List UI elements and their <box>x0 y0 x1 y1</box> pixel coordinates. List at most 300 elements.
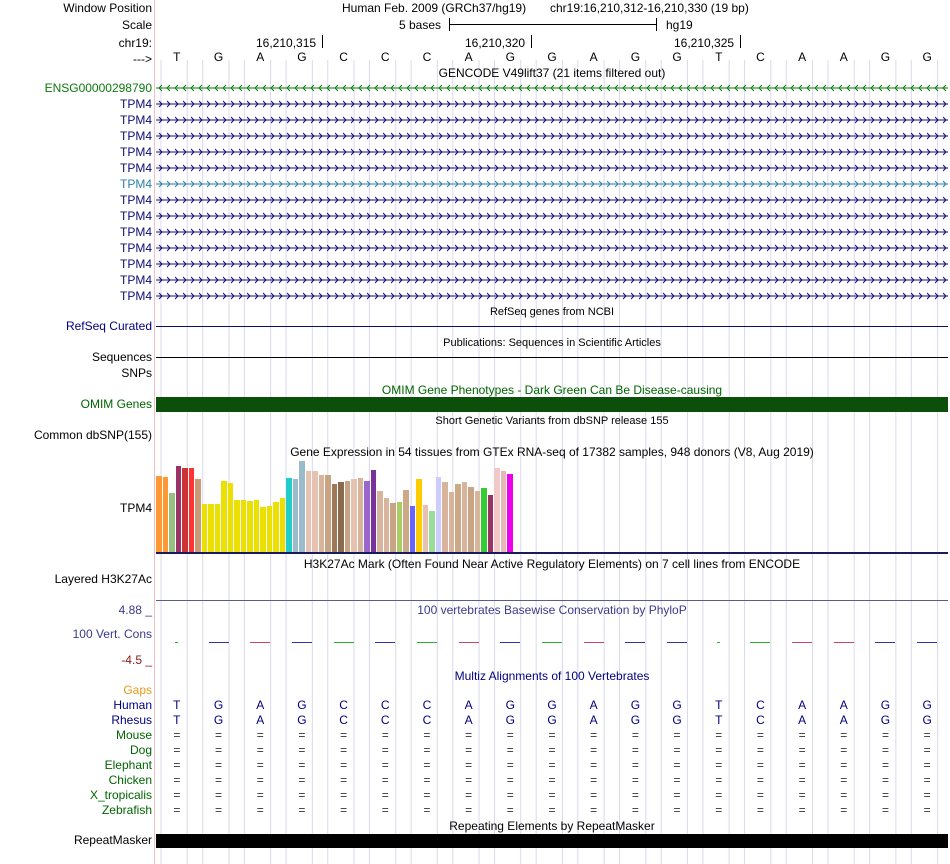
multiz-aligned-base: = <box>340 758 348 772</box>
gencode-transcript-feature[interactable] <box>156 83 948 93</box>
multiz-aligned-base: T <box>173 698 181 712</box>
gtex-tissue-bar[interactable] <box>182 468 188 552</box>
dna-base: A <box>256 50 265 64</box>
gencode-track-label[interactable]: TPM4 <box>119 161 152 175</box>
multiz-aligned-base: C <box>422 713 432 727</box>
multiz-aligned-base: = <box>381 728 389 742</box>
multiz-aligned-base: = <box>881 758 889 772</box>
multiz-aligned-base: = <box>548 743 556 757</box>
multiz-aligned-base: = <box>590 803 598 817</box>
multiz-aligned-base: = <box>673 743 681 757</box>
gtex-tissue-bar[interactable] <box>169 493 175 552</box>
multiz-aligned-base: = <box>256 773 264 787</box>
multiz-aligned-base: = <box>548 803 556 817</box>
multiz-aligned-base: = <box>923 803 931 817</box>
multiz-aligned-base: = <box>631 728 639 742</box>
multiz-aligned-base: = <box>715 728 723 742</box>
multiz-aligned-base: G <box>630 713 641 727</box>
multiz-aligned-base: = <box>923 758 931 772</box>
multiz-aligned-base: = <box>756 728 764 742</box>
gencode-track-label[interactable]: TPM4 <box>119 289 152 303</box>
dna-base: T <box>715 50 723 64</box>
multiz-aligned-base: G <box>213 698 224 712</box>
gencode-track-label[interactable]: TPM4 <box>119 145 152 159</box>
gencode-track-label[interactable]: TPM4 <box>119 273 152 287</box>
phylop-score-mark <box>292 642 312 643</box>
gtex-track-title[interactable]: Gene Expression in 54 tissues from GTEx RNA-seq of 17382 samples, 948 donors (V8, Aug 2019) <box>290 445 814 459</box>
multiz-aligned-base: = <box>548 758 556 772</box>
multiz-aligned-base: = <box>215 728 223 742</box>
gencode-transcript-feature[interactable] <box>156 163 948 173</box>
phylop-score-mark <box>417 642 437 643</box>
h3k27ac-baseline <box>156 600 948 601</box>
multiz-aligned-base: A <box>798 713 807 727</box>
multiz-aligned-base: = <box>631 803 639 817</box>
multiz-aligned-base: G <box>547 713 557 727</box>
multiz-aligned-base: = <box>923 743 931 757</box>
gtex-tissue-bar[interactable] <box>364 481 370 552</box>
dna-base: T <box>173 50 181 64</box>
phylop-score-mark <box>250 642 270 643</box>
multiz-aligned-base: G <box>505 698 515 712</box>
h3k27ac-track-title[interactable]: H3K27Ac Mark (Often Found Near Active Regulatory Elements) on 7 cell lines from ENCODE <box>303 557 801 571</box>
multiz-aligned-base: = <box>423 773 431 787</box>
multiz-aligned-base: = <box>423 728 431 742</box>
multiz-aligned-base: = <box>506 758 514 772</box>
multiz-aligned-base: = <box>381 743 389 757</box>
phylop-score-mark <box>175 642 178 643</box>
repeatmasker-track-title[interactable]: Repeating Elements by RepeatMasker <box>449 819 655 833</box>
phylop-score-mark <box>717 642 720 643</box>
multiz-aligned-base: = <box>548 773 556 787</box>
multiz-aligned-base: G <box>880 713 891 727</box>
multiz-aligned-base: = <box>465 743 473 757</box>
multiz-aligned-base: = <box>340 743 348 757</box>
gtex-tissue-bar[interactable] <box>462 482 468 552</box>
coord-tick-3 <box>740 35 741 48</box>
chrom-label: chr19: <box>118 36 152 50</box>
multiz-aligned-base: C <box>422 698 432 712</box>
multiz-aligned-base: = <box>631 758 639 772</box>
gtex-tissue-bar[interactable] <box>351 479 357 552</box>
gtex-tissue-bar[interactable] <box>403 490 409 552</box>
multiz-aligned-base: = <box>465 803 473 817</box>
omim-label[interactable]: OMIM Genes <box>80 397 152 411</box>
gtex-baseline <box>156 552 948 554</box>
multiz-aligned-base: = <box>298 758 306 772</box>
gtex-tissue-bar[interactable] <box>345 481 351 552</box>
gencode-track-label[interactable]: TPM4 <box>119 225 152 239</box>
multiz-aligned-base: = <box>631 743 639 757</box>
gencode-track-label[interactable]: ENSG00000298790 <box>44 81 152 95</box>
multiz-species-label[interactable]: Dog <box>129 743 152 757</box>
multiz-aligned-base: = <box>590 788 598 802</box>
gencode-transcript-feature[interactable] <box>156 115 948 125</box>
gencode-track-label[interactable]: TPM4 <box>119 97 152 111</box>
multiz-aligned-base: = <box>881 728 889 742</box>
dna-base: A <box>798 50 807 64</box>
gtex-tissue-bar[interactable] <box>325 475 331 552</box>
multiz-aligned-base: = <box>840 788 848 802</box>
gtex-tissue-bar[interactable] <box>481 488 487 552</box>
gencode-transcript-feature[interactable] <box>156 291 948 301</box>
multiz-aligned-base: = <box>256 758 264 772</box>
multiz-aligned-base: C <box>756 698 765 712</box>
multiz-aligned-base: = <box>298 743 306 757</box>
gtex-label[interactable]: TPM4 <box>119 501 152 515</box>
multiz-aligned-base: G <box>922 698 932 712</box>
gtex-tissue-bar[interactable] <box>254 500 260 552</box>
multiz-aligned-base: = <box>506 773 514 787</box>
multiz-aligned-base: = <box>215 758 223 772</box>
gtex-tissue-bar[interactable] <box>501 471 507 552</box>
gtex-tissue-bar[interactable] <box>449 492 455 552</box>
gtex-tissue-bar[interactable] <box>468 487 474 552</box>
multiz-aligned-base: = <box>465 788 473 802</box>
gencode-track-label[interactable]: TPM4 <box>119 193 152 207</box>
multiz-aligned-base: = <box>715 803 723 817</box>
multiz-aligned-base: = <box>798 773 806 787</box>
phylop-score-mark <box>375 642 395 643</box>
gtex-tissue-bar[interactable] <box>273 502 279 552</box>
gencode-track-label[interactable]: TPM4 <box>119 177 152 191</box>
assembly-name: Human Feb. 2009 (GRCh37/hg19) <box>342 1 527 15</box>
dna-base: A <box>839 50 848 64</box>
multiz-aligned-base: = <box>298 803 306 817</box>
multiz-aligned-base: = <box>215 788 223 802</box>
gencode-track-label[interactable]: TPM4 <box>119 209 152 223</box>
gtex-tissue-bar[interactable] <box>247 501 253 552</box>
multiz-aligned-base: = <box>798 803 806 817</box>
repeatmasker-feature-bar[interactable] <box>156 834 948 848</box>
multiz-aligned-base: = <box>423 758 431 772</box>
repeatmasker-label[interactable]: RepeatMasker <box>73 833 152 847</box>
multiz-aligned-base: = <box>840 728 848 742</box>
multiz-aligned-base: = <box>173 773 181 787</box>
gtex-tissue-bar[interactable] <box>241 500 247 552</box>
phylop-score-mark <box>500 642 520 643</box>
phylop-score-mark <box>750 642 770 643</box>
dna-base: G <box>547 50 557 64</box>
refseq-track-title[interactable]: RefSeq genes from NCBI <box>489 306 615 318</box>
dna-base: A <box>589 50 598 64</box>
multiz-aligned-base: C <box>380 698 390 712</box>
coord-label-3: 16,210,325 <box>674 36 735 50</box>
dna-base: G <box>880 50 891 64</box>
gtex-tissue-bar[interactable] <box>234 500 240 552</box>
multiz-aligned-base: = <box>506 788 514 802</box>
multiz-aligned-base: = <box>756 743 764 757</box>
multiz-aligned-base: A <box>464 698 473 712</box>
multiz-aligned-base: C <box>756 713 765 727</box>
multiz-aligned-base: = <box>631 788 639 802</box>
multiz-aligned-base: = <box>923 773 931 787</box>
multiz-aligned-base: = <box>506 743 514 757</box>
multiz-aligned-base: = <box>756 788 764 802</box>
multiz-aligned-base: = <box>548 788 556 802</box>
gtex-tissue-bar[interactable] <box>195 479 201 552</box>
dna-base: G <box>505 50 515 64</box>
dbsnp-label[interactable]: Common dbSNP(155) <box>33 428 152 442</box>
multiz-aligned-base: = <box>881 803 889 817</box>
phylop-max-label: 4.88 _ <box>118 603 152 617</box>
multiz-aligned-base: C <box>339 698 348 712</box>
gencode-track-label[interactable]: TPM4 <box>119 129 152 143</box>
multiz-aligned-base: = <box>381 758 389 772</box>
gtex-tissue-bar[interactable] <box>429 511 435 552</box>
gencode-track-label[interactable]: TPM4 <box>119 241 152 255</box>
gtex-tissue-bar[interactable] <box>338 482 344 552</box>
multiz-aligned-base: = <box>215 773 223 787</box>
gtex-tissue-bar[interactable] <box>416 479 422 552</box>
multiz-aligned-base: = <box>715 758 723 772</box>
db-name: hg19 <box>666 18 693 32</box>
gtex-tissue-bar[interactable] <box>436 477 442 552</box>
multiz-species-label[interactable]: Zebrafish <box>101 803 152 817</box>
gtex-tissue-bar[interactable] <box>442 482 448 552</box>
phylop-score-mark <box>542 642 562 643</box>
multiz-aligned-base: = <box>173 758 181 772</box>
multiz-aligned-base: = <box>340 803 348 817</box>
gencode-transcript-feature[interactable] <box>156 259 948 269</box>
multiz-gaps-label[interactable]: Gaps <box>123 683 152 697</box>
multiz-species-label[interactable]: Chicken <box>108 773 152 787</box>
multiz-aligned-base: G <box>297 698 307 712</box>
gtex-tissue-bar[interactable] <box>494 468 500 552</box>
dna-base: C <box>339 50 348 64</box>
multiz-aligned-base: = <box>756 803 764 817</box>
gencode-transcript-feature[interactable] <box>156 99 948 109</box>
multiz-aligned-base: = <box>756 773 764 787</box>
multiz-aligned-base: = <box>381 803 389 817</box>
snps-label[interactable]: SNPs <box>121 366 152 380</box>
gencode-transcript-feature[interactable] <box>156 243 948 253</box>
scale-label: Scale <box>121 18 152 32</box>
multiz-aligned-base: = <box>173 788 181 802</box>
gtex-bar-chart[interactable] <box>156 460 948 554</box>
multiz-aligned-base: = <box>673 728 681 742</box>
gtex-tissue-bar[interactable] <box>215 504 221 552</box>
gtex-tissue-bar[interactable] <box>156 476 162 552</box>
gtex-tissue-bar[interactable] <box>488 495 494 552</box>
multiz-aligned-base: G <box>297 713 307 727</box>
multiz-aligned-base: G <box>547 698 557 712</box>
sequences-feature-line[interactable] <box>156 357 948 358</box>
multiz-aligned-base: = <box>631 773 639 787</box>
gencode-transcript-feature[interactable] <box>156 211 948 221</box>
gencode-transcript-feature[interactable] <box>156 227 948 237</box>
scale-bar-left-tick <box>449 18 450 31</box>
multiz-aligned-base: = <box>340 728 348 742</box>
gencode-transcript-feature[interactable] <box>156 275 948 285</box>
gtex-tissue-bar[interactable] <box>319 475 325 552</box>
multiz-aligned-base: T <box>715 713 723 727</box>
phylop-score-mark <box>834 642 854 643</box>
multiz-species-label[interactable]: Rhesus <box>111 713 152 727</box>
multiz-aligned-base: = <box>715 743 723 757</box>
multiz-aligned-base: = <box>298 788 306 802</box>
gencode-transcript-feature[interactable] <box>156 179 948 189</box>
gtex-tissue-bar[interactable] <box>371 470 377 552</box>
multiz-species-label[interactable]: Elephant <box>104 758 152 772</box>
multiz-track-title[interactable]: Multiz Alignments of 100 Vertebrates <box>454 669 650 683</box>
gtex-tissue-bar[interactable] <box>423 505 429 552</box>
multiz-aligned-base: = <box>506 803 514 817</box>
gencode-transcript-feature[interactable] <box>156 195 948 205</box>
gtex-tissue-bar[interactable] <box>410 506 416 552</box>
gtex-tissue-bar[interactable] <box>163 477 169 552</box>
gtex-tissue-bar[interactable] <box>202 504 208 552</box>
multiz-aligned-base: = <box>715 773 723 787</box>
multiz-aligned-base: = <box>548 728 556 742</box>
multiz-aligned-base: T <box>173 713 181 727</box>
phylop-score-mark <box>667 642 687 643</box>
gtex-tissue-bar[interactable] <box>176 466 182 552</box>
phylop-score-mark <box>917 642 937 643</box>
multiz-aligned-base: A <box>839 698 848 712</box>
h3k27ac-label[interactable]: Layered H3K27Ac <box>54 572 152 586</box>
gtex-tissue-bar[interactable] <box>189 468 195 552</box>
multiz-aligned-base: = <box>215 803 223 817</box>
multiz-aligned-base: = <box>881 743 889 757</box>
phylop-label[interactable]: 100 Vert. Cons <box>72 627 152 641</box>
multiz-aligned-base: G <box>505 713 515 727</box>
gtex-tissue-bar[interactable] <box>332 484 338 552</box>
sequences-label[interactable]: Sequences <box>91 350 152 364</box>
dna-base: G <box>922 50 932 64</box>
dna-base: C <box>756 50 765 64</box>
position-readout: chr19:16,210,312-16,210,330 (19 bp) <box>550 1 749 15</box>
multiz-aligned-base: = <box>590 758 598 772</box>
gtex-tissue-bar[interactable] <box>228 483 234 552</box>
multiz-aligned-base: G <box>880 698 891 712</box>
gtex-tissue-bar[interactable] <box>280 498 286 552</box>
gtex-tissue-bar[interactable] <box>267 506 273 552</box>
multiz-aligned-base: = <box>673 803 681 817</box>
gtex-tissue-bar[interactable] <box>397 502 403 552</box>
scale-bar-right-tick <box>656 18 657 31</box>
gtex-tissue-bar[interactable] <box>306 471 312 552</box>
gtex-tissue-bar[interactable] <box>312 471 318 552</box>
multiz-aligned-base: = <box>798 788 806 802</box>
gencode-transcript-feature[interactable] <box>156 147 948 157</box>
multiz-aligned-base: = <box>798 758 806 772</box>
gtex-tissue-bar[interactable] <box>390 503 396 552</box>
scale-text: 5 bases <box>399 18 442 32</box>
multiz-aligned-base: = <box>590 728 598 742</box>
multiz-aligned-base: A <box>839 713 848 727</box>
multiz-aligned-base: = <box>256 743 264 757</box>
multiz-aligned-base: = <box>340 788 348 802</box>
gtex-tissue-bar[interactable] <box>293 479 299 552</box>
window-position-label: Window Position <box>63 1 152 15</box>
multiz-aligned-base: A <box>798 698 807 712</box>
multiz-aligned-base: = <box>881 788 889 802</box>
multiz-aligned-base: = <box>506 728 514 742</box>
refseq-feature-line[interactable] <box>156 326 948 327</box>
refseq-label[interactable]: RefSeq Curated <box>65 319 152 333</box>
dna-base: C <box>380 50 390 64</box>
multiz-aligned-base: = <box>173 803 181 817</box>
multiz-aligned-base: = <box>423 743 431 757</box>
omim-track-title[interactable]: OMIM Gene Phenotypes - Dark Green Can Be Disease-causing <box>381 383 723 397</box>
gencode-track-label[interactable]: TPM4 <box>119 257 152 271</box>
dna-base: G <box>213 50 224 64</box>
multiz-aligned-base: A <box>589 698 598 712</box>
multiz-species-label[interactable]: Mouse <box>115 728 152 742</box>
gtex-tissue-bar[interactable] <box>221 481 227 552</box>
multiz-aligned-base: = <box>298 728 306 742</box>
multiz-aligned-base: = <box>298 773 306 787</box>
gencode-transcript-feature[interactable] <box>156 131 948 141</box>
multiz-aligned-base: = <box>840 743 848 757</box>
gtex-tissue-bar[interactable] <box>507 474 513 552</box>
gtex-tissue-bar[interactable] <box>455 484 461 552</box>
multiz-aligned-base: G <box>630 698 641 712</box>
multiz-aligned-base: = <box>590 743 598 757</box>
coord-tick-1 <box>322 35 323 48</box>
multiz-aligned-base: = <box>423 788 431 802</box>
gtex-tissue-bar[interactable] <box>358 478 364 552</box>
multiz-aligned-base: = <box>173 728 181 742</box>
multiz-species-label[interactable]: Human <box>113 698 152 712</box>
omim-feature-bar[interactable] <box>156 397 948 412</box>
multiz-aligned-base: = <box>798 743 806 757</box>
gtex-tissue-bar[interactable] <box>384 498 390 552</box>
multiz-aligned-base: A <box>589 713 598 727</box>
gencode-track-title[interactable]: GENCODE V49lift37 (21 items filtered out) <box>438 66 666 80</box>
multiz-species-label[interactable]: X_tropicalis <box>89 788 152 802</box>
multiz-aligned-base: C <box>380 713 390 727</box>
multiz-aligned-base: = <box>673 788 681 802</box>
multiz-aligned-base: A <box>464 713 473 727</box>
gtex-tissue-bar[interactable] <box>475 491 481 552</box>
multiz-aligned-base: = <box>590 773 598 787</box>
phylop-score-mark <box>875 642 895 643</box>
scale-bar <box>449 24 656 25</box>
phylop-score-mark <box>459 642 479 643</box>
multiz-aligned-base: = <box>840 803 848 817</box>
gtex-tissue-bar[interactable] <box>299 461 305 552</box>
multiz-aligned-base: G <box>213 713 224 727</box>
multiz-aligned-base: = <box>381 773 389 787</box>
strand-arrow-label: ---> <box>133 52 152 66</box>
multiz-aligned-base: = <box>673 758 681 772</box>
phylop-score-mark <box>334 642 354 643</box>
gtex-tissue-bar[interactable] <box>208 504 214 552</box>
gtex-tissue-bar[interactable] <box>377 491 383 552</box>
dbsnp-track-title[interactable]: Short Genetic Variants from dbSNP release 155 <box>435 415 669 427</box>
gencode-track-label[interactable]: TPM4 <box>119 113 152 127</box>
gtex-tissue-bar[interactable] <box>260 507 266 552</box>
gtex-tissue-bar[interactable] <box>286 478 292 552</box>
phylop-track-title[interactable]: 100 vertebrates Basewise Conservation by PhyloP <box>417 603 687 617</box>
multiz-aligned-base: A <box>256 713 265 727</box>
multiz-aligned-base: = <box>923 728 931 742</box>
multiz-aligned-base: = <box>340 773 348 787</box>
multiz-aligned-base: = <box>465 728 473 742</box>
multiz-aligned-base: = <box>256 788 264 802</box>
multiz-aligned-base: = <box>673 773 681 787</box>
multiz-aligned-base: = <box>173 743 181 757</box>
multiz-aligned-base: = <box>923 788 931 802</box>
multiz-aligned-base: = <box>465 773 473 787</box>
multiz-aligned-base: = <box>840 758 848 772</box>
track-area-left-border <box>154 0 155 864</box>
dna-base: A <box>464 50 473 64</box>
publications-track-title[interactable]: Publications: Sequences in Scientific Articles <box>443 337 661 349</box>
coord-label-2: 16,210,320 <box>465 36 526 50</box>
